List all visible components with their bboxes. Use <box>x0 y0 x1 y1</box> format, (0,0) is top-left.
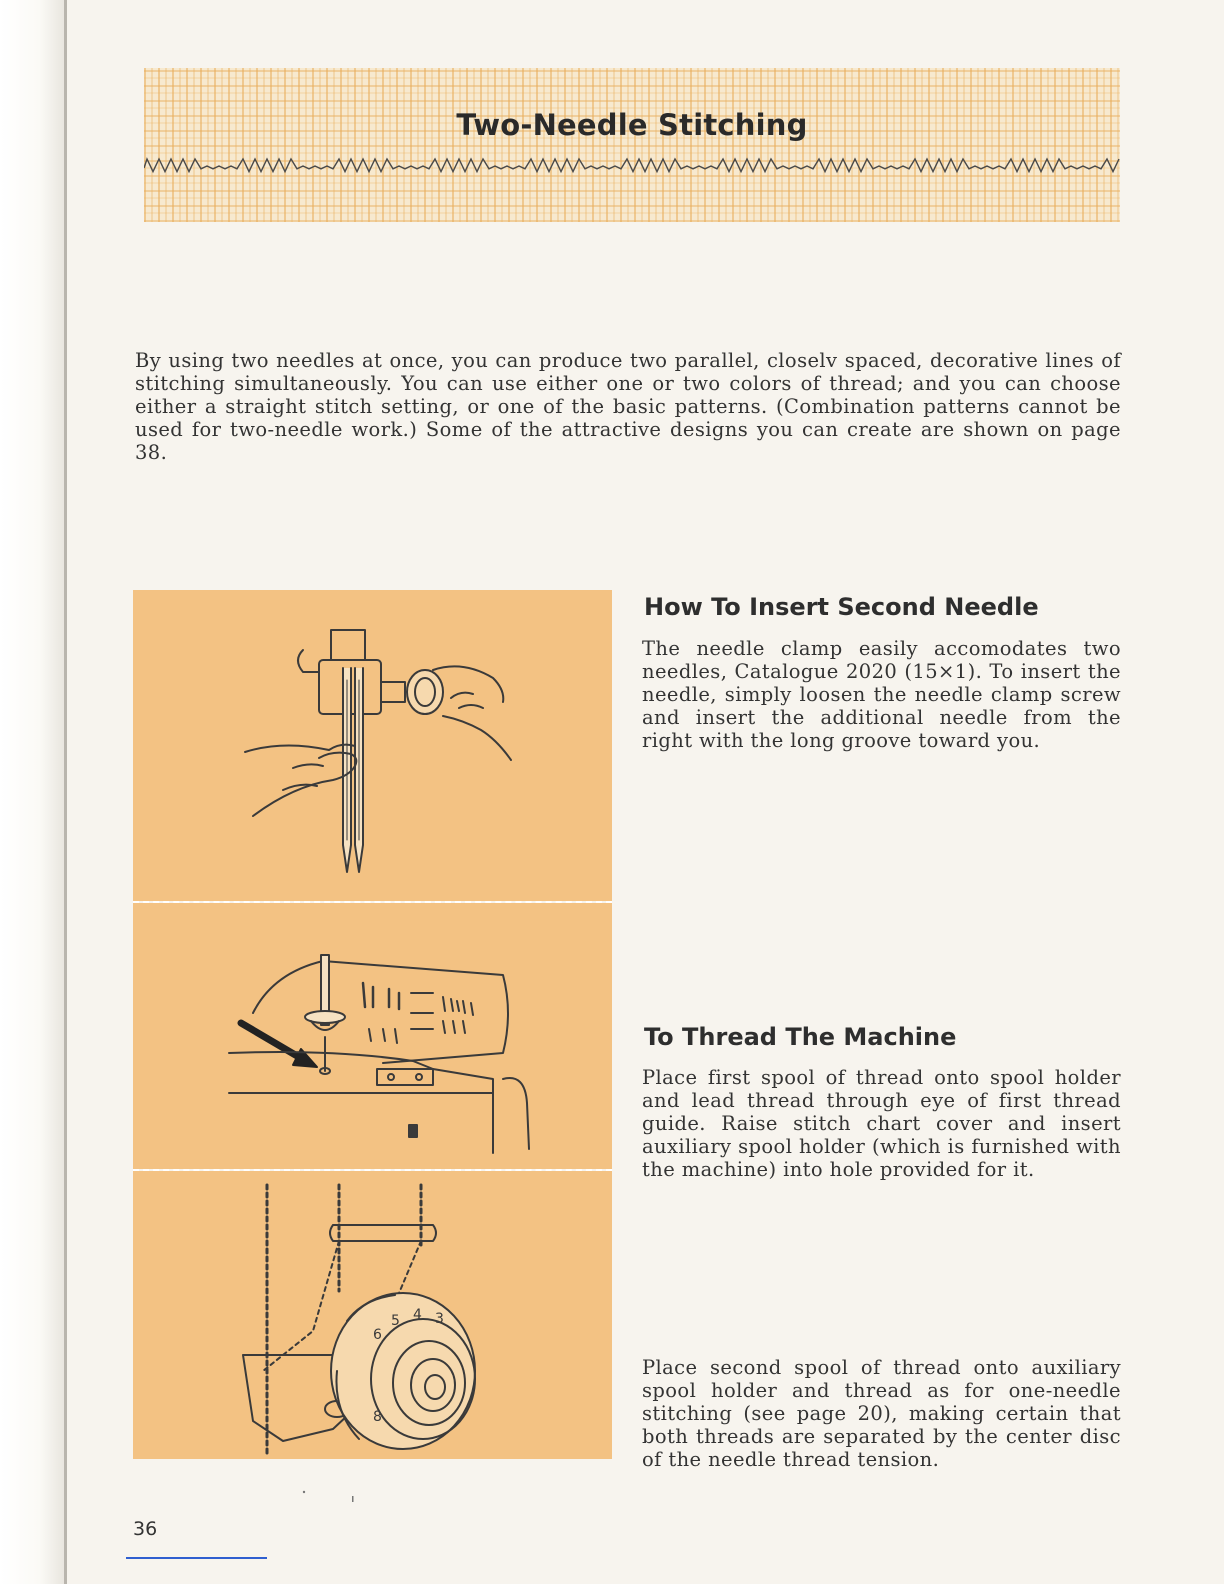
dial-number: 5 <box>391 1313 400 1329</box>
thread-tension-drawing <box>133 1171 612 1459</box>
section-heading-thread-machine: To Thread The Machine <box>644 1023 957 1051</box>
dial-number: 4 <box>413 1307 422 1323</box>
zigzag-stitch-pattern <box>144 154 1120 188</box>
needle-clamp-drawing <box>133 590 612 901</box>
dial-number: 6 <box>373 1327 382 1343</box>
page-left-margin <box>0 0 66 1584</box>
section-body-insert-needle: The needle clamp easily accomodates two needles, Catalogue 2020 (15×1). To insert the needle, simply loosen the needle clamp screw and insert the additional needle from the right with the long groove toward you. <box>642 637 1121 752</box>
dial-number: 8 <box>373 1409 382 1425</box>
illustration-insert-needle <box>133 590 612 901</box>
illustration-thread-tension <box>133 1171 612 1459</box>
illustration-spool-holder <box>133 903 612 1169</box>
section-body-second-spool: Place second spool of thread onto auxiliary spool holder and thread as for one-needle stitching (see page 20), making certain that both threads are separated by the center disc of the needle thread tension. <box>642 1356 1121 1471</box>
page-number: 36 <box>133 1518 158 1540</box>
intro-paragraph: By using two needles at once, you can produce two parallel, closelv spaced, decorative lines of stitching simultaneously. You can use either one or two colors of thread; and you can choose either a straight stitch setting, or one of the basic patterns. (Combination patterns cannot be used for two-needle work.) Some of the attractive designs you can create are shown on page 38. <box>135 349 1121 464</box>
spool-holder-drawing <box>133 903 612 1169</box>
section-body-thread-machine: Place first spool of thread onto spool holder and lead thread through eye of first thread guide. Raise stitch chart cover and insert auxiliary spool holder (which is furnished with the machine) into hole provided for it. <box>642 1066 1121 1181</box>
link-underline <box>126 1557 267 1559</box>
page-edge-shadow <box>64 0 67 1584</box>
print-specks <box>300 1488 360 1508</box>
title-banner <box>144 68 1120 222</box>
dial-number: 3 <box>435 1311 444 1327</box>
section-heading-insert-needle: How To Insert Second Needle <box>644 593 1039 621</box>
page-title: Two-Needle Stitching <box>456 108 808 142</box>
